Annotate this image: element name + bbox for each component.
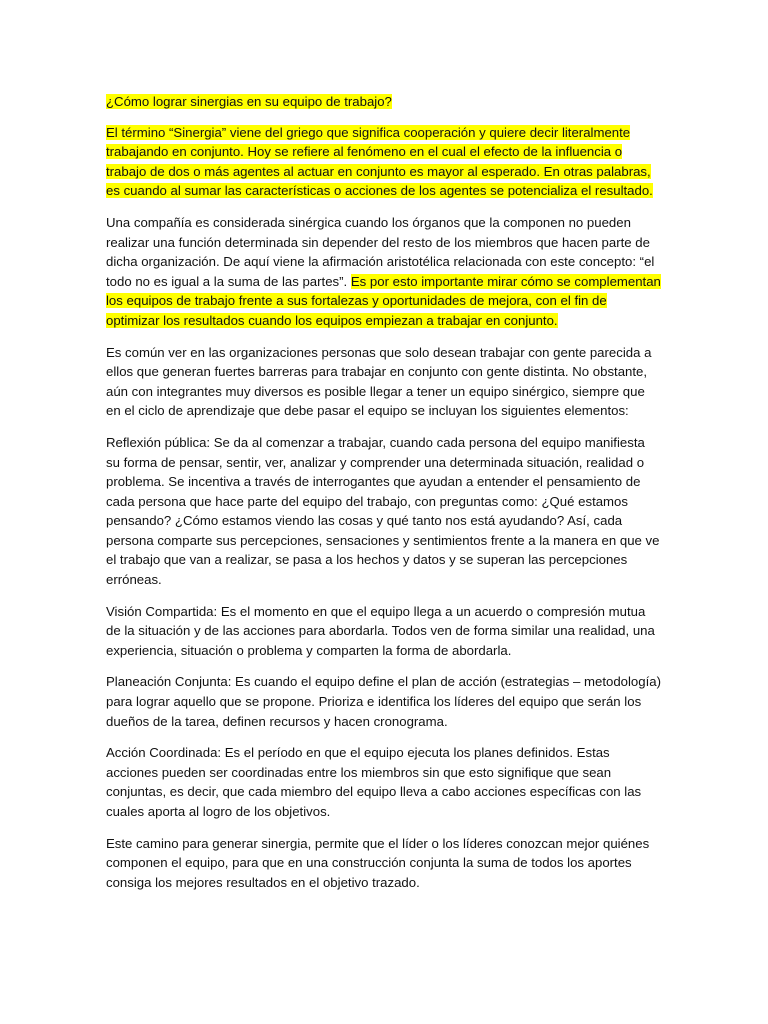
synergy-company-highlight: Es por esto importante mirar cómo se complementan los equipos de trabajo frente a sus fortalezas y oportunidades de mejora, con el fin de optimizar los resultados cuando los equipos empiezan a trabajar en conjunto.	[106, 273, 661, 328]
document-body	[106, 92, 662, 904]
joint-planning-paragraph: Planeación Conjunta: Es cuando el equipo define el plan de acción (estrategias – metodología) para lograr aquello que se propone. Prioriza e identifica los líderes del equipo que serán los dueños de la tarea, definen recursos y hacen cronograma.	[106, 674, 661, 729]
coordinated-action-paragraph: Acción Coordinada: Es el período en que el equipo ejecuta los planes definidos. Estas acciones pueden ser coordinadas entre los miembros sin que esto signifique que sean conjuntas, es decir, que cada miembro del equipo lleva a cabo acciones específicas con las cuales aporta al logro de los objetivos.	[106, 745, 642, 819]
conclusion-paragraph: Este camino para generar sinergia, permite que el líder o los líderes conozcan mejor quiénes componen el equipo, para que en una construcción conjunta la suma de todos los aportes consiga los mejores resultados en el objetivo trazado.	[106, 835, 650, 890]
intro-highlight: El término “Sinergia” viene del griego que significa cooperación y quiere decir literalmente trabajando en conjunto. Hoy se refiere al fenómeno en el cual el efecto de la influencia o trabajo de dos o más agentes al actuar en conjunto es mayor al esperado. En otras palabras, es cuando al sumar las características o acciones de los agentes se potencializa el resultado.	[106, 124, 653, 199]
document-title	[106, 92, 662, 112]
diversity-paragraph: Es común ver en las organizaciones personas que solo desean trabajar con gente parecida a ellos que generan fuertes barreras para trabajar en conjunto con gente distinta. No obstante, aún con integrantes muy diversos es posible llegar a tener un equipo sinérgico, siempre que en el ciclo de aprendizaje que debe pasar el equipo se incluyan los siguientes elementos:	[106, 344, 652, 419]
title-highlight: ¿Cómo lograr sinergias en su equipo de trabajo?	[106, 94, 392, 109]
synergy-company-paragraph	[106, 213, 662, 331]
public-reflection-paragraph: Reflexión pública: Se da al comenzar a trabajar, cuando cada persona del equipo manifiesta su forma de pensar, sentir, ver, analizar y comprender una determinada situación, realidad o problema. Se incentiva a través de interrogantes que ayudan a entender el pensamiento de cada persona que hace parte del equipo del trabajo, con preguntas como: ¿Qué estamos pensando? ¿Cómo estamos viendo las cosas y qué tanto nos está ayudando? Así, cada persona comparte sus percepciones, sensaciones y sentimientos frente a la manera en que ve el trabajo que van a realizar, se pasa a los hechos y datos y se superan las percepciones erróneas.	[106, 434, 660, 588]
shared-vision-paragraph: Visión Compartida: Es el momento en que el equipo llega a un acuerdo o compresión mutua de la situación y de las acciones para abordarla. Todos ven de forma similar una realidad, una experiencia, situación o problema y comparten la forma de abordarla.	[106, 603, 655, 658]
intro-paragraph	[106, 123, 662, 201]
synergy-company-text: Una compañía es considerada sinérgica cuando los órganos que la componen no pueden realizar una función determinada sin depender del resto de los miembros que hacen parte de dicha organización. De aquí viene la afirmación aristotélica relacionada con este concepto: “el todo no es igual a la suma de las partes”.	[106, 214, 655, 289]
